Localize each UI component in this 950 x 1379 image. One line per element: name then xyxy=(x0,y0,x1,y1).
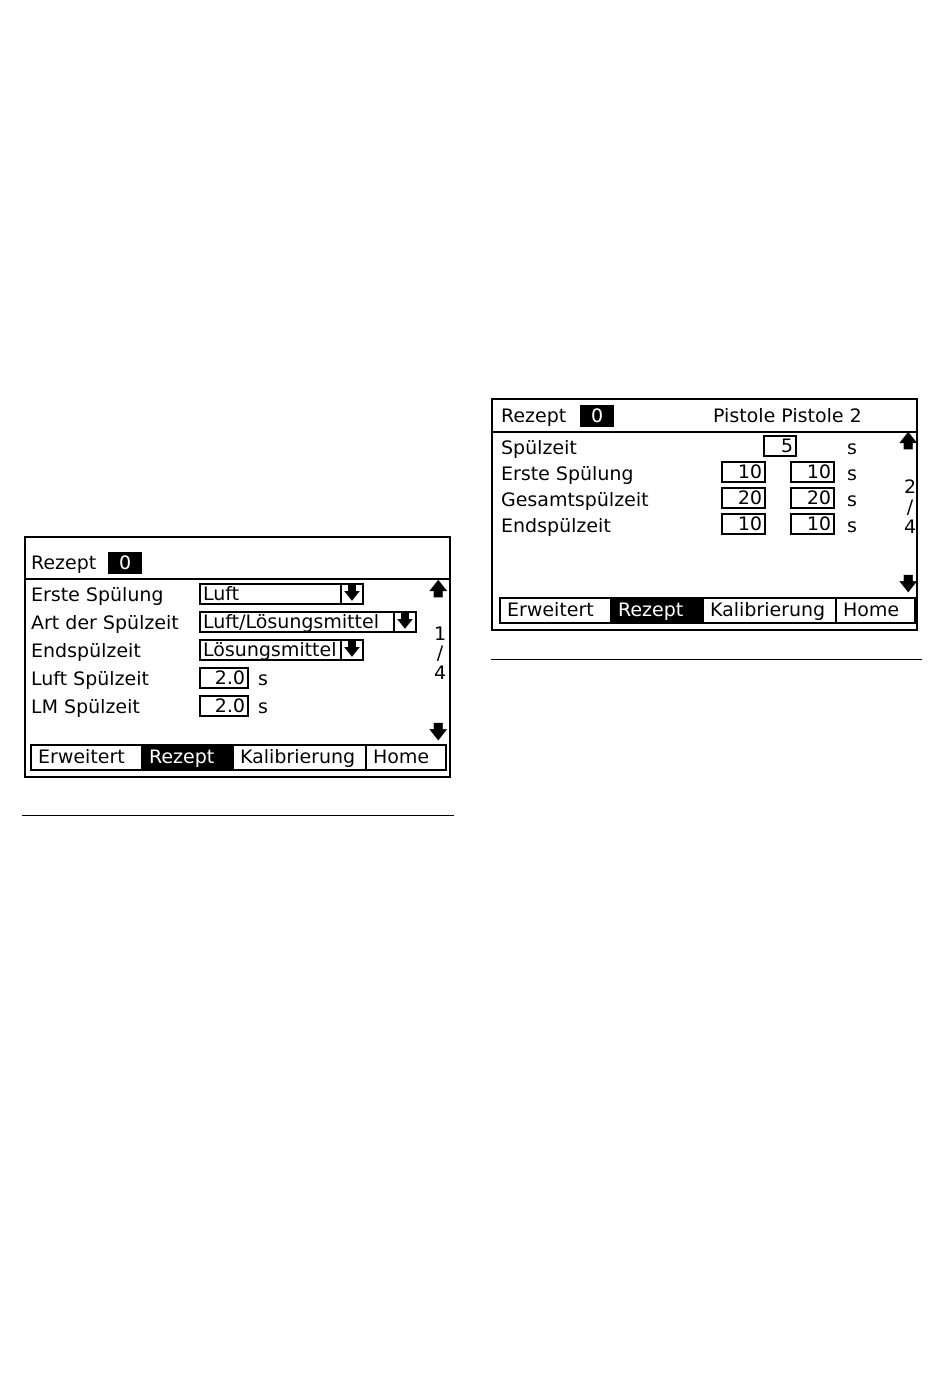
tab-bar xyxy=(499,597,916,624)
scroll-up-icon[interactable]: 🡅 xyxy=(899,431,918,452)
lm-spuelzeit-input[interactable]: 2.0 xyxy=(199,695,249,717)
section-divider xyxy=(491,659,922,660)
unit-seconds: s xyxy=(847,489,857,511)
row-label-spuelzeit: Spülzeit xyxy=(501,437,577,459)
endspuelzeit-dropdown[interactable]: Lösungsmittel 🡇 xyxy=(199,639,364,661)
row-label-luft-spuelzeit: Luft Spülzeit xyxy=(31,668,149,690)
page-separator: / xyxy=(436,642,444,664)
scroll-down-icon[interactable]: 🡇 xyxy=(899,574,918,595)
header-divider xyxy=(493,431,916,433)
row-label-erste-spuelung: Erste Spülung xyxy=(501,463,634,485)
tab-home[interactable]: Home xyxy=(373,746,430,768)
unit-seconds: s xyxy=(847,437,857,459)
art-der-spuelzeit-dropdown[interactable]: Luft/Lösungsmittel 🡇 xyxy=(199,611,417,633)
erste-spuelung-input-a[interactable]: 10 xyxy=(721,461,766,483)
unit-seconds: s xyxy=(258,668,268,690)
chevron-down-icon[interactable]: 🡇 xyxy=(340,641,362,659)
page-current: 1 xyxy=(433,623,447,645)
chevron-down-icon[interactable]: 🡇 xyxy=(340,585,362,603)
unit-seconds: s xyxy=(847,463,857,485)
page-separator: / xyxy=(906,496,914,518)
gesamtspuelzeit-input-b[interactable]: 20 xyxy=(790,487,835,509)
recipe-screen-2 xyxy=(491,398,918,631)
spuelzeit-input[interactable]: 5 xyxy=(763,435,797,457)
tab-erweitert[interactable]: Erweitert xyxy=(32,746,143,769)
erste-spuelung-dropdown[interactable]: Luft 🡇 xyxy=(199,583,364,605)
luft-spuelzeit-input[interactable]: 2.0 xyxy=(199,667,249,689)
gun-label: Pistole Pistole 2 xyxy=(713,405,862,427)
row-label-lm-spuelzeit: LM Spülzeit xyxy=(31,696,140,718)
tab-bar xyxy=(30,744,447,771)
tab-erweitert[interactable]: Erweitert xyxy=(501,599,612,622)
section-divider xyxy=(22,815,454,816)
tab-home[interactable]: Home xyxy=(843,599,900,621)
row-label-erste-spuelung: Erste Spülung xyxy=(31,584,164,606)
endspuelzeit-input-a[interactable]: 10 xyxy=(721,513,766,535)
tab-kalibrierung[interactable]: Kalibrierung xyxy=(704,599,837,622)
row-label-endspuelzeit: Endspülzeit xyxy=(501,515,611,537)
tab-rezept[interactable]: Rezept xyxy=(143,746,234,769)
recipe-number-field[interactable]: 0 xyxy=(108,552,142,574)
header-divider xyxy=(26,578,449,580)
page-current: 2 xyxy=(903,476,917,498)
gesamtspuelzeit-input-a[interactable]: 20 xyxy=(721,487,766,509)
erste-spuelung-input-b[interactable]: 10 xyxy=(790,461,835,483)
tab-kalibrierung[interactable]: Kalibrierung xyxy=(234,746,367,769)
chevron-down-icon[interactable]: 🡇 xyxy=(393,613,415,631)
header-title: Rezept xyxy=(31,552,97,574)
header-title: Rezept xyxy=(501,405,567,427)
page-total: 4 xyxy=(903,516,917,538)
unit-seconds: s xyxy=(258,696,268,718)
row-label-gesamtspuelzeit: Gesamtspülzeit xyxy=(501,489,649,511)
row-label-endspuelzeit: Endspülzeit xyxy=(31,640,141,662)
recipe-screen-1 xyxy=(24,536,451,778)
row-label-art-der-spuelzeit: Art der Spülzeit xyxy=(31,612,179,634)
recipe-number-field[interactable]: 0 xyxy=(580,405,614,427)
unit-seconds: s xyxy=(847,515,857,537)
scroll-down-icon[interactable]: 🡇 xyxy=(429,722,448,743)
endspuelzeit-input-b[interactable]: 10 xyxy=(790,513,835,535)
page-total: 4 xyxy=(433,662,447,684)
tab-rezept[interactable]: Rezept xyxy=(612,599,704,622)
scroll-up-icon[interactable]: 🡅 xyxy=(429,579,448,600)
